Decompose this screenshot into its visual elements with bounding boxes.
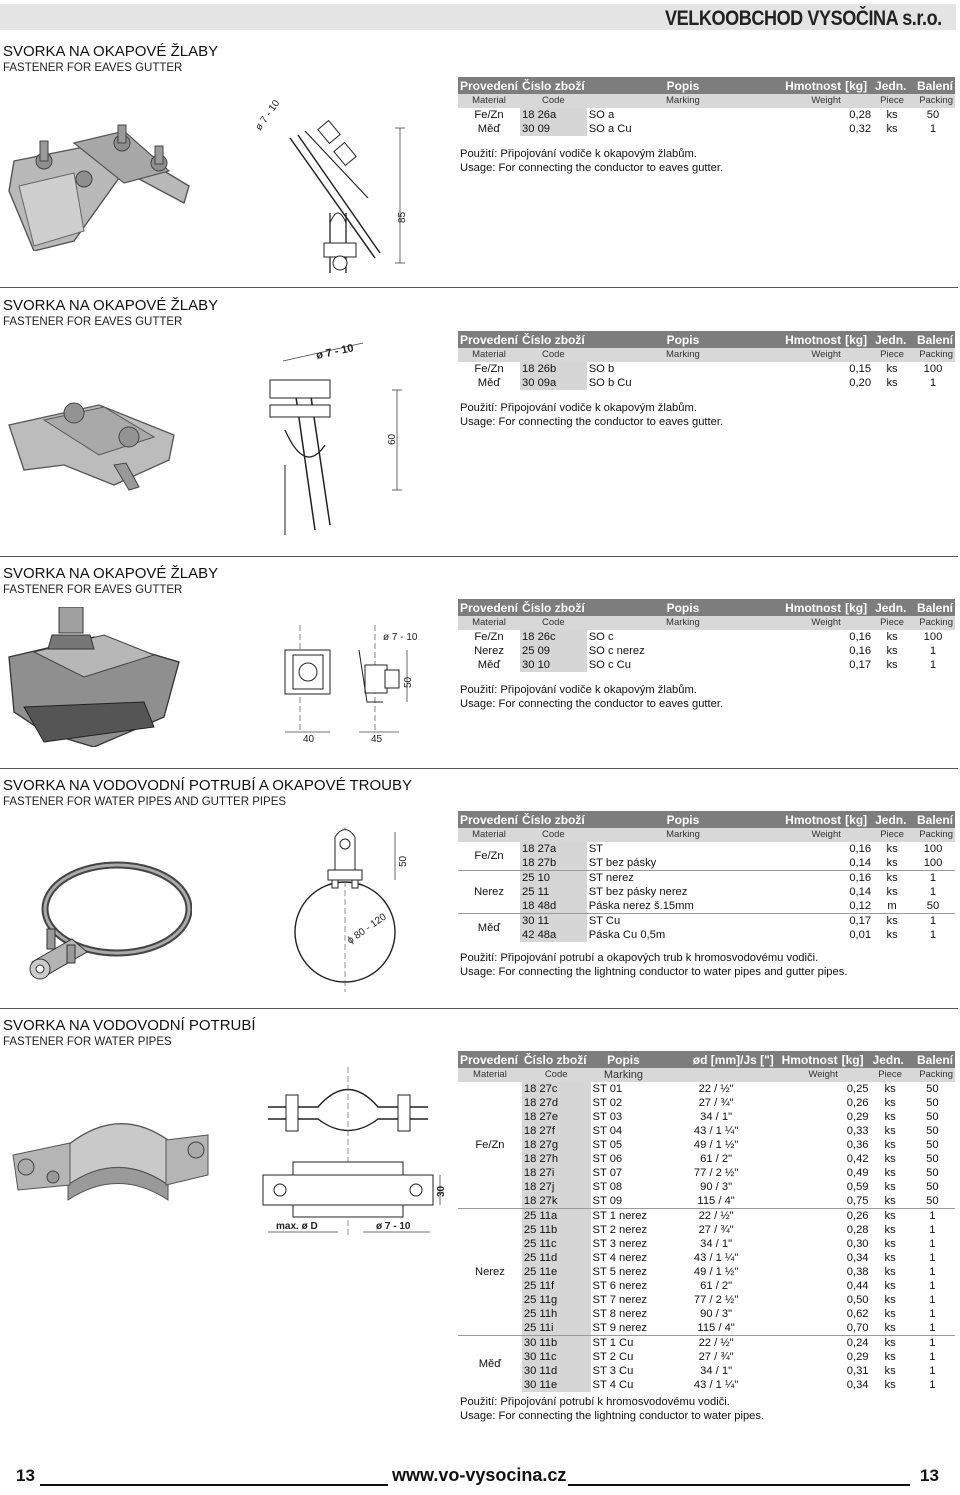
dimension-diameter: ø 7 - 10 [315, 342, 355, 362]
table-row: 18 27k ST 09 115 / 4" 0,75 ks 50 [523, 1195, 939, 1207]
usage-cz: Použití: Připojování vodiče k okapovým žlabům. [460, 148, 697, 160]
dimension-height: 50 [398, 855, 409, 867]
technical-drawing-st-pipes [258, 1067, 458, 1247]
dimension-diameter: ϕ 80 - 120 [345, 911, 389, 947]
table-row: Měď 30 11b ST 1 Cu 22 / ½" 0,24 ks 1 [458, 1336, 955, 1351]
section-title: SVORKA NA OKAPOVÉ ŽLABY [3, 297, 219, 314]
table-row: 18 27j ST 08 90 / 3" 0,59 ks 50 [523, 1181, 939, 1193]
usage-en: Usage: For connecting the conductor to eaves gutter. [460, 698, 724, 710]
table-row: 18 27b ST bez pásky 0,14 ks 100 [522, 857, 943, 869]
dimension-diameter: ø 7 - 10 [376, 1221, 411, 1232]
table-row: 18 27h ST 06 61 / 2" 0,42 ks 50 [523, 1153, 939, 1165]
spec-table-st-pipes: Provedení Číslo zboží Popis ød [mm]/Js ["] Hmotnost [kg] Jedn. Balení Material Code Marking Weight Piece Packing Fe/Zn 18 27c ST 01 22 / ½" 0,25 ks 50 18 27d ST 02 27 / ¾" 0,26 ks 50 18 27e ST 03 34 / 1" 0,29 ks 50 18 27f ST 04 43 / 1 ¼" 0,33 ks 50 18 27g ST 05 49 / 1 ½" 0,36 ks 50 18 27h ST 06 61 / 2" 0,42 ks 50 18 27i ST 07 77 / 2 ½" 0,49 ks 50 18 27j ST 08 90 / 3" 0,59 ks 50 18 27k ST 09 115 / 4" 0,75 ks 50 Nerez 25 11a ST 1 nerez 22 / ½" 0,26 ks 1 25 11b ST 2 nerez 27 / ¾" 0,28 ks 1 25 11c ST 3 nerez 34 / 1" 0,30 ks 1 25 11d ST 4 nerez 43 / 1 ¼" 0,34 ks 1 25 11e ST 5 nerez 49 / 1 ½" 0,38 ks 1 25 11f ST 6 nerez 61 / 2" 0,44 ks 1 25 11g ST 7 nerez 77 / 2 ½" 0,50 ks 1 25 11h ST 8 nerez 90 / 3" 0,62 ks 1 25 11i ST 9 nerez 115 / 4" 0,70 ks 1 Měď 30 11b ST 1 Cu 22 / ½" 0,24 ks 1 30 11c ST 2 Cu 27 / ¾" 0,29 ks 1 30 11d ST 3 Cu 34 / 1" 0,31 ks 1 30 11e ST 4 Cu 43 / 1 ¼" 0,34 ks 1 [460, 1052, 953, 1391]
section-subtitle: FASTENER FOR EAVES GUTTER [3, 316, 183, 328]
table-row: Měď 30 10 SO c Cu 0,17 ks 1 [477, 659, 937, 671]
usage-cz: Použití: Připojování potrubí a okapových trub k hromosvodovému vodiči. [460, 952, 819, 964]
technical-drawing-so-b [255, 335, 415, 540]
table-row: 25 11b ST 2 nerez 27 / ¾" 0,28 ks 1 [523, 1224, 936, 1236]
technical-drawing-st [290, 822, 420, 997]
dimension-height: 50 [403, 676, 414, 688]
table-row: Nerez 25 11a ST 1 nerez 22 / ½" 0,26 ks 1 [458, 1209, 955, 1224]
section-title: SVORKA NA VODOVODNÍ POTRUBÍ A OKAPOVÉ TROUBY [3, 777, 412, 794]
usage-en: Usage: For connecting the lightning conductor to water pipes and gutter pipes. [460, 966, 848, 978]
spec-table-st: Provedení Číslo zboží Popis Hmotnost [kg] Jedn. Balení Material Code Marking Weight Piece Packing Fe/Zn 18 27a ST 0,16 ks 100 18 27b ST bez pásky 0,14 ks 100 Nerez 25 10 ST nerez 0,16 ks 1 25 11 ST bez pásky nerez 0,14 ks 1 18 48d Páska nerez š.15mm 0,12 m 50 Měď 30 11 ST Cu 0,17 ks 1 42 48a Páska Cu 0,5m 0,01 ks 1 [460, 812, 953, 941]
section-title: SVORKA NA OKAPOVÉ ŽLABY [3, 565, 219, 582]
table-row: Měď 30 09 SO a Cu 0,32 ks 1 [477, 123, 937, 135]
usage-en: Usage: For connecting the conductor to eaves gutter. [460, 162, 724, 174]
section-st [0, 777, 960, 1002]
section-subtitle: FASTENER FOR WATER PIPES [3, 1036, 172, 1048]
footer-rule-left [40, 1484, 388, 1486]
product-photo-so-b [4, 395, 179, 495]
table-row: Fe/Zn 18 26b SO b 0,15 ks 100 [474, 363, 943, 375]
technical-drawing-so-a [250, 83, 420, 273]
usage-en: Usage: For connecting the conductor to eaves gutter. [460, 416, 724, 428]
table-row: 25 11c ST 3 nerez 34 / 1" 0,30 ks 1 [523, 1238, 936, 1250]
section-divider [0, 556, 958, 557]
usage-cz: Použití: Připojování vodiče k okapovým žlabům. [460, 402, 697, 414]
table-row: 30 11c ST 2 Cu 27 / ¾" 0,29 ks 1 [523, 1351, 936, 1363]
dimension-height: 60 [387, 433, 398, 445]
page-number-right: 13 [920, 1466, 939, 1485]
table-row: 18 27i ST 07 77 / 2 ½" 0,49 ks 50 [523, 1167, 939, 1179]
spec-table-so-c: Provedení Číslo zboží Popis Hmotnost [kg] Jedn. Balení Material Code Marking Weight Piece Packing Fe/Zn 18 26c SO c 0,16 ks 100 Nerez 25 09 SO c nerez 0,16 ks 1 Měď 30 10 SO c Cu 0,17 ks 1 [460, 600, 953, 671]
table-row: 18 27d ST 02 27 / ¾" 0,26 ks 50 [523, 1097, 939, 1109]
product-photo-so-c [4, 607, 184, 747]
table-row: Fe/Zn 18 26c SO c 0,16 ks 100 [474, 631, 943, 643]
dimension-diameter: ø 7 - 10 [253, 98, 283, 133]
table-row: 25 11h ST 8 nerez 90 / 3" 0,62 ks 1 [523, 1308, 936, 1320]
table-row: 25 11 ST bez pásky nerez 0,14 ks 1 [522, 886, 937, 898]
spec-table-so-a: Provedení Číslo zboží Popis Hmotnost [kg] Jedn. Balení Material Code Marking Weight Piece Packing Fe/Zn 18 26a SO a 0,28 ks 50 Měď 30 09 SO a Cu 0,32 ks 1 [460, 78, 953, 135]
header-bar [0, 4, 956, 30]
section-divider [0, 287, 958, 288]
table-row: Měď 30 09a SO b Cu 0,20 ks 1 [477, 377, 937, 389]
dimension-height: 30 [436, 1185, 447, 1197]
table-row: 18 27g ST 05 49 / 1 ½" 0,36 ks 50 [523, 1139, 939, 1151]
dimension-height: 85 [397, 211, 408, 223]
section-subtitle: FASTENER FOR EAVES GUTTER [3, 584, 183, 596]
footer-rule-right [568, 1484, 910, 1486]
section-title: SVORKA NA OKAPOVÉ ŽLABY [3, 43, 219, 60]
table-row: 42 48a Páska Cu 0,5m 0,01 ks 1 [522, 929, 937, 941]
section-so-a [0, 43, 960, 283]
table-row: 30 11d ST 3 Cu 34 / 1" 0,31 ks 1 [523, 1365, 936, 1377]
technical-drawing-so-c [275, 620, 435, 745]
table-row: Měď 30 11 ST Cu 0,17 ks 1 [458, 914, 955, 929]
page-footer [0, 1462, 960, 1492]
section-divider [0, 768, 958, 769]
product-photo-st [12, 857, 192, 987]
section-title: SVORKA NA VODOVODNÍ POTRUBÍ [3, 1017, 256, 1034]
spec-table-so-b: Provedení Číslo zboží Popis Hmotnost [kg] Jedn. Balení Material Code Marking Weight Piece Packing Fe/Zn 18 26b SO b 0,15 ks 100 Měď 30 09a SO b Cu 0,20 ks 1 [460, 332, 953, 389]
product-photo-so-a [4, 91, 199, 251]
table-row: Fe/Zn 18 27a ST 0,16 ks 100 [474, 843, 943, 862]
table-row: 18 48d Páska nerez š.15mm 0,12 m 50 [522, 900, 940, 912]
table-row: 25 11g ST 7 nerez 77 / 2 ½" 0,50 ks 1 [523, 1294, 936, 1306]
section-subtitle: FASTENER FOR WATER PIPES AND GUTTER PIPES [3, 796, 287, 808]
section-so-c [0, 565, 960, 760]
table-body [458, 1082, 955, 1392]
page-number-left: 13 [16, 1466, 35, 1485]
dimension-diameter: ø 7 - 10 [383, 632, 418, 643]
table-row: 25 11f ST 6 nerez 61 / 2" 0,44 ks 1 [523, 1280, 936, 1292]
table-row: 25 11d ST 4 nerez 43 / 1 ¼" 0,34 ks 1 [523, 1252, 936, 1264]
section-so-b [0, 297, 960, 547]
product-photo-st-pipes [8, 1105, 213, 1215]
dimension-width: 40 [303, 734, 315, 745]
brand-name: VELKOOBCHOD VYSOČINA s.r.o. [665, 7, 942, 30]
section-subtitle: FASTENER FOR EAVES GUTTER [3, 62, 183, 74]
table-row: Nerez 25 09 SO c nerez 0,16 ks 1 [474, 645, 937, 657]
table-row: Nerez 25 10 ST nerez 0,16 ks 1 [458, 871, 955, 886]
table-row: 30 11e ST 4 Cu 43 / 1 ¼" 0,34 ks 1 [523, 1379, 936, 1391]
usage-cz: Použití: Připojování potrubí k hromosvodovému vodiči. [460, 1396, 730, 1408]
table-row: 18 27e ST 03 34 / 1" 0,29 ks 50 [523, 1111, 939, 1123]
table-row: 18 27f ST 04 43 / 1 ¼" 0,33 ks 50 [523, 1125, 939, 1137]
table-row: 25 11e ST 5 nerez 49 / 1 ½" 0,38 ks 1 [523, 1266, 936, 1278]
table-row: Fe/Zn 18 26a SO a 0,28 ks 50 [474, 109, 940, 121]
dimension-depth: 45 [371, 734, 383, 745]
section-divider [0, 1008, 958, 1009]
section-st-pipes [0, 1017, 960, 1437]
website-link[interactable]: www.vo-vysocina.cz [392, 1465, 567, 1485]
dimension-max-d: max. ø D [276, 1221, 318, 1232]
usage-cz: Použití: Připojování vodiče k okapovým žlabům. [460, 684, 697, 696]
usage-en: Usage: For connecting the lightning conductor to water pipes. [460, 1410, 765, 1422]
table-row: Fe/Zn 18 27c ST 01 22 / ½" 0,25 ks 50 [475, 1083, 939, 1151]
table-row: 25 11i ST 9 nerez 115 / 4" 0,70 ks 1 [523, 1322, 936, 1334]
